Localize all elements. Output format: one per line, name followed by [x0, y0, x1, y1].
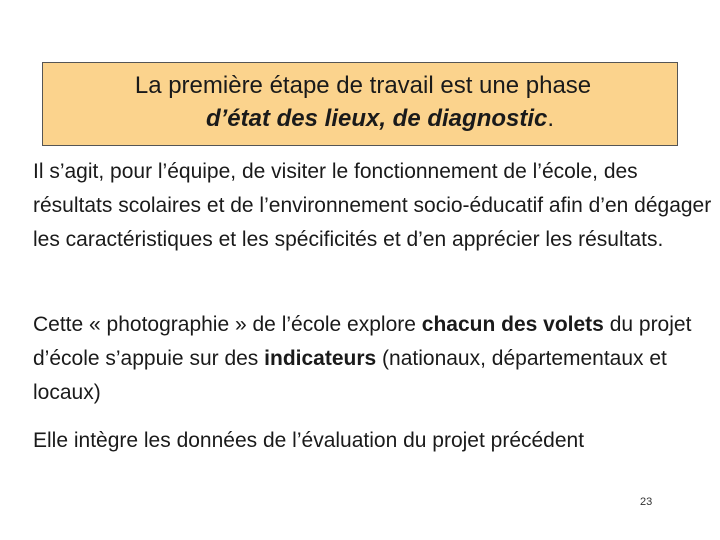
paragraph-photography-bold-indicateurs: indicateurs: [264, 347, 377, 370]
paragraph-photography-bold-volets: chacun des volets: [421, 313, 604, 336]
paragraph-photography-part-1: Cette « photographie » de l’école explore: [33, 313, 422, 336]
paragraph-purpose: Il s’agit, pour l’équipe, de visiter le fonctionnement de l’école, des résultats scolaires et de l’environnement socio-éducatif afin d’en dégager les caractéristiques et les spécificités et d’en apprécier les résultats.: [33, 160, 712, 251]
slide-title-period: .: [547, 105, 555, 132]
paragraph-photography-part-3: (nationaux, départementaux et locaux): [33, 347, 667, 404]
paragraph-photography: [33, 308, 713, 410]
slide-title-emphasis: d’état des lieux, de diagnostic: [205, 105, 548, 132]
paragraph-evaluation: Elle intègre les données de l’évaluation du projet précédent: [33, 429, 585, 452]
slide-title-box: [42, 62, 678, 146]
paragraph-photography-part-2: du projet d’école s’appuie sur des: [33, 313, 692, 370]
slide-title-line-2: [43, 102, 677, 135]
page-number: 23: [640, 496, 653, 508]
slide-title-line-1: La première étape de travail est une phase: [134, 72, 592, 99]
